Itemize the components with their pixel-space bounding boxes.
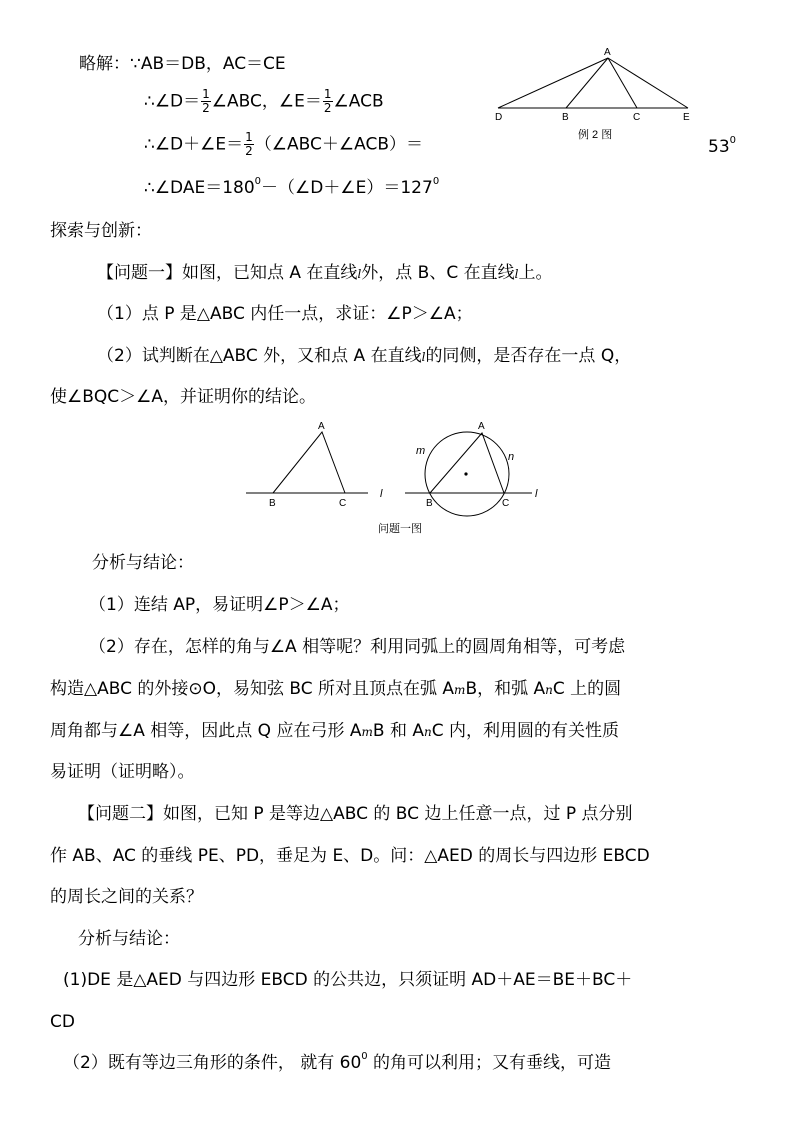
- fraction-denominator: 2: [323, 101, 332, 115]
- label-C: C: [633, 112, 641, 123]
- text-segment: ∠ACB: [333, 91, 384, 112]
- text-segment: －（∠D＋∠E）＝127: [261, 178, 433, 198]
- text-segment: 外，点 B、C 在直线: [361, 263, 515, 283]
- text-segment: （2）既有等边三角形的条件， 就有 60: [63, 1053, 362, 1073]
- figure-caption: 问题一图: [378, 523, 422, 535]
- degree-mark: 0: [729, 135, 737, 146]
- analysis-2-part-1: (1)DE 是△AED 与四边形 EBCD 的公共边，只须证明 AD＋AE＝BE＋BC＋: [63, 970, 633, 990]
- text-segment: B 和 A: [372, 721, 424, 741]
- line-symbol: l: [514, 267, 519, 281]
- solution-given: ∵AB＝DB，AC＝CE: [130, 54, 286, 74]
- example-2-figure: [490, 44, 700, 144]
- analysis-1-part-2: （2）存在，怎样的角与∠A 相等呢？利用同弧上的圆周角相等，可考虑: [89, 637, 626, 657]
- label-B: B: [426, 498, 433, 509]
- text-segment: （2）试判断在△ABC 外，又和点 A 在直线: [97, 346, 422, 366]
- label-l: l: [535, 488, 538, 500]
- fraction: [201, 88, 211, 115]
- fraction-numerator: 1: [323, 87, 332, 101]
- problem-2-line-3: 的周长之间的关系？: [50, 887, 203, 907]
- text-segment: B，和弧 A: [465, 679, 546, 699]
- arc-label-n: n: [545, 683, 553, 697]
- problem-1-part-2-cont: 使∠BQC＞∠A，并证明你的结论。: [50, 387, 317, 407]
- label-A: A: [318, 421, 325, 432]
- label-m: m: [416, 445, 426, 457]
- analysis-2-title: 分析与结论：: [78, 929, 180, 949]
- analysis-1-line-5: 易证明（证明略）。: [50, 762, 195, 782]
- text-segment: 【问题一】如图，已知点 A 在直线: [97, 263, 358, 283]
- segment-AE: [608, 58, 688, 108]
- problem-2-line-1: 【问题二】如图，已知 P 是等边△ABC 的 BC 边上任意一点，过 P 点分别: [78, 804, 633, 824]
- fraction-numerator: 1: [245, 130, 253, 144]
- section-heading: 探索与创新：: [50, 221, 152, 241]
- problem-1-statement: [97, 261, 552, 286]
- segment-AD: [498, 58, 608, 108]
- label-C: C: [502, 498, 510, 509]
- text-segment: （∠ABC＋∠ACB）＝: [254, 134, 423, 155]
- text-segment: ∴∠DAE＝180: [144, 178, 255, 198]
- analysis-1-title: 分析与结论：: [92, 553, 194, 573]
- text-segment: C 上的圆: [552, 679, 622, 699]
- arc-label-m: m: [454, 683, 466, 697]
- arc-label-m: m: [361, 725, 373, 739]
- fraction: [323, 88, 333, 115]
- text-segment: 的同侧，是否存在一点 Q，: [425, 346, 632, 366]
- text-segment: 构造△ABC 的外接⊙O，易知弦 BC 所对且顶点在弧 A: [50, 679, 455, 699]
- problem-1-part-1: （1）点 P 是△ABC 内任一点，求证：∠P＞∠A；: [97, 304, 473, 324]
- analysis-1-part-1: （1）连结 AP，易证明∠P＞∠A；: [89, 595, 350, 615]
- label-B: B: [269, 498, 276, 509]
- answer-value: 53: [708, 137, 730, 157]
- segment-AB: [566, 58, 608, 108]
- label-n: n: [508, 451, 515, 463]
- analysis-2-part-2: [63, 1051, 611, 1075]
- solution-line-1: [79, 52, 286, 76]
- analysis-2-part-1-cont: CD: [50, 1012, 75, 1032]
- arc-label-n: n: [424, 725, 432, 739]
- solution-line-4: [144, 176, 439, 200]
- fraction-denominator: 2: [245, 144, 253, 158]
- analysis-1-line-3: [50, 677, 621, 702]
- analysis-1-line-4: [50, 719, 619, 744]
- text-segment: ∴∠D＝: [144, 91, 201, 112]
- line-symbol: l: [357, 267, 362, 281]
- triangle-ABC-left: [273, 432, 345, 493]
- text-segment: ∠ABC，∠E＝: [211, 91, 322, 112]
- problem-1-figure: [240, 414, 560, 539]
- solution-answer: [708, 135, 736, 159]
- text-segment: 周角都与∠A 相等，因此点 Q 应在弓形 A: [50, 721, 362, 741]
- solution-line-3: [144, 131, 423, 158]
- fraction-denominator: 2: [202, 101, 210, 115]
- center-point: [464, 472, 467, 475]
- label-C: C: [339, 498, 347, 509]
- label-A: A: [604, 47, 611, 58]
- text-segment: 上。: [518, 263, 553, 283]
- solution-prefix: 略解：: [79, 54, 130, 74]
- text-segment: ∴∠D＋∠E＝: [144, 134, 244, 155]
- degree-mark: 0: [361, 1051, 368, 1062]
- degree-mark: 0: [254, 176, 262, 187]
- segment-AC: [608, 58, 637, 108]
- triangle-ABC-right: [430, 433, 504, 493]
- text-segment: C 内，利用圆的有关性质: [431, 721, 620, 741]
- figure-caption: 例 2 图: [578, 129, 613, 141]
- line-symbol: l: [421, 350, 426, 364]
- text-segment: 的角可以利用；又有垂线，可造: [367, 1053, 612, 1073]
- solution-line-2: [144, 88, 384, 115]
- fraction: [244, 131, 254, 158]
- fraction-numerator: 1: [202, 87, 210, 101]
- label-l: l: [380, 488, 383, 500]
- label-A: A: [478, 421, 485, 432]
- label-D: D: [495, 112, 503, 123]
- degree-mark: 0: [432, 176, 440, 187]
- label-B: B: [562, 112, 569, 123]
- problem-1-part-2: [97, 344, 631, 369]
- problem-2-line-2: 作 AB、AC 的垂线 PE、PD，垂足为 E、D。问：△AED 的周长与四边形 EBCD: [50, 846, 650, 866]
- label-E: E: [683, 112, 690, 123]
